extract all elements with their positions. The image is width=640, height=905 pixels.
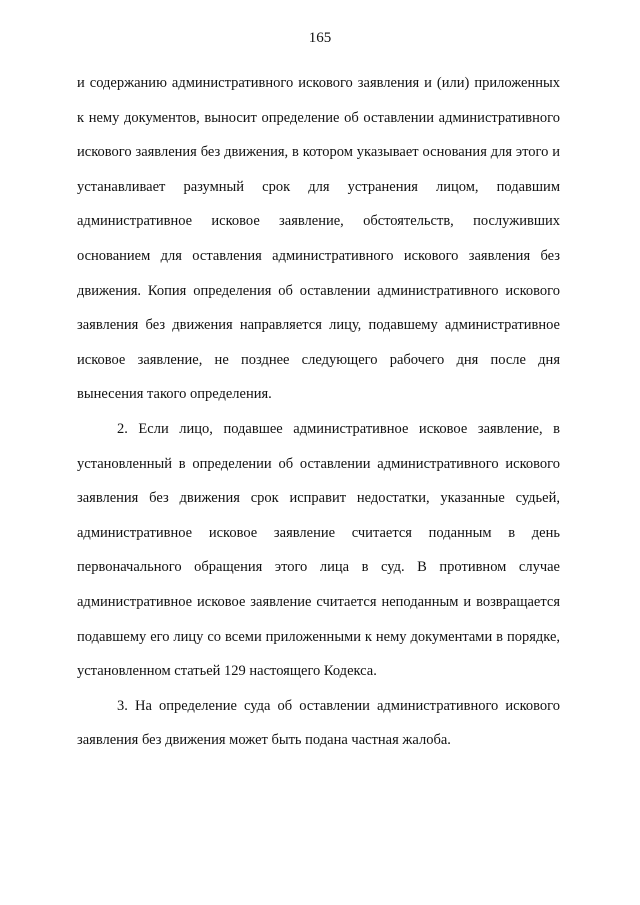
paragraph-continuation: и содержанию административного искового заявления и (или) приложенных к нему документов, выносит определение об оставлении административного искового заявления без движения, в котором указывает основания для этого и устанавливает разумный срок для устранения лицом, подавшим административное исковое заявление, обстоятельств, послуживших основанием для оставления административного искового заявления без движения. Копия определения об оставлении административного искового заявления без движения направляется лицу, подавшему административное исковое заявление, не позднее следующего рабочего дня после дня вынесения такого определения.: [77, 75, 560, 403]
paragraph-2: 2. Если лицо, подавшее административное исковое заявление, в установленный в определении об оставлении административного искового заявления без движения срок исправит недостатки, указанные судьей, административное исковое заявление считается поданным в день первоначального обращения этого лица в суд. В противном случае административное исковое заявление считается неподанным и возвращается подавшему его лицу со всеми приложенными к нему документами в порядке, установленном статьей 129 настоящего Кодекса.: [77, 420, 560, 680]
page-number: 165: [308, 30, 332, 46]
paragraph-3: 3. На определение суда об оставлении административного искового заявления без движения может быть подана частная жалоба.: [77, 697, 560, 749]
document-body: [77, 66, 560, 758]
